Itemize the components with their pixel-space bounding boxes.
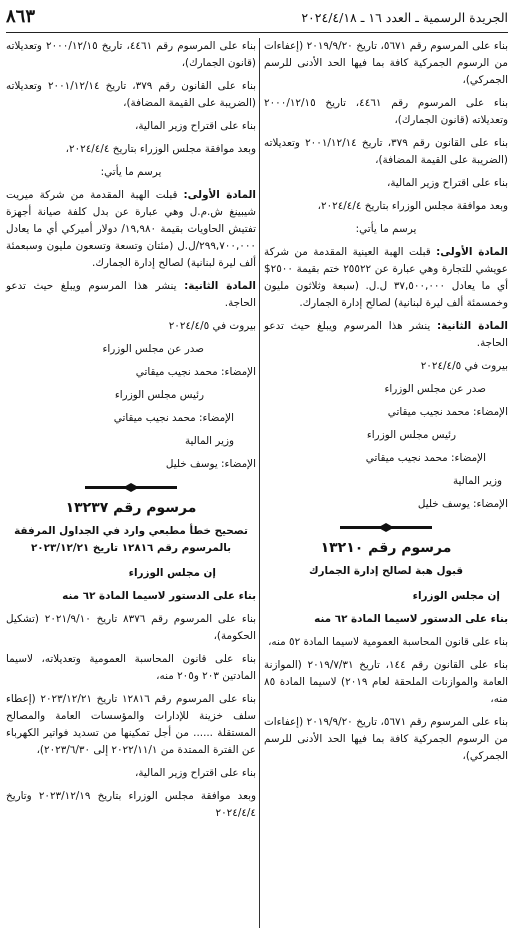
article-text: ينشر هذا المرسوم ويبلغ حيث تدعو الحاجة.	[264, 320, 508, 349]
paragraph: بناء على اقتراح وزير المالية،	[386, 177, 508, 189]
signature-line: الإمضاء: يوسف خليل	[417, 498, 508, 510]
left-column	[6, 38, 256, 828]
signature-line: صدر عن مجلس الوزراء	[384, 383, 486, 395]
paragraph: بناء على قانون المحاسبة العمومية لاسيما المادة ٥٢ منه،	[268, 636, 508, 648]
article-1	[264, 244, 508, 312]
decree-subtitle: قبول هبة لصالح إدارة الجمارك	[308, 565, 464, 577]
page-header	[6, 6, 508, 33]
section-separator	[340, 523, 432, 532]
paragraph: وبعد موافقة مجلس الوزراء بتاريخ ٢٠٢٤/٤/٤،	[317, 200, 508, 212]
article-text: قبلت الهبة العينية المقدمة من شركة عويشي للتجارة وهي عبارة عن ٢٥٥٢٢ ختم بقيمة ٢٥٠٠$ أي ما يعادل ٣٧,٥٠٠,٠٠٠ ل.ل. (سبعة وثلاثون مليون وخمسمئة ألف ليرة لبنانية) لصالح إدارة الجمارك.	[264, 246, 508, 309]
paragraph: بناء على المرسوم رقم ٨٣٧٦ تاريخ ٢٠٢١/٩/١٠ (تشكيل الحكومة)،	[6, 613, 257, 642]
article-1	[6, 187, 256, 272]
right-column	[264, 38, 508, 771]
page-number: ٨٦٣	[6, 6, 36, 27]
signature-line: وزير المالية	[452, 475, 502, 487]
place-date: بيروت في ٢٠٢٤/٤/٥	[168, 320, 256, 332]
article-text: ينشر هذا المرسوم ويبلغ حيث تدعو الحاجة.	[6, 280, 256, 309]
section-separator	[85, 483, 177, 492]
paragraph: بناء على القانون رقم ٣٧٩، تاريخ ٢٠٠١/١٢/١٤ وتعديلاته (الضريبة على القيمة المضافة)،	[264, 137, 509, 166]
article-label: المادة الثانية:	[436, 320, 508, 332]
signature-line: رئيس مجلس الوزراء	[114, 389, 204, 401]
paragraph: بناء على القانون رقم ٣٧٩، تاريخ ٢٠٠١/١٢/١٤ وتعديلاته (الضريبة على القيمة المضافة)،	[6, 80, 257, 109]
place-date: بيروت في ٢٠٢٤/٤/٥	[420, 360, 508, 372]
paragraph: يرسم ما يأتي:	[355, 223, 417, 235]
article-label: المادة الأولى:	[183, 189, 256, 201]
signature-line: الإمضاء: محمد نجيب ميقاتي	[365, 452, 486, 464]
article-label: المادة الثانية:	[184, 280, 256, 292]
signature-line: رئيس مجلس الوزراء	[366, 429, 456, 441]
signature-line: صدر عن مجلس الوزراء	[102, 343, 204, 355]
paragraph: بناء على المرسوم رقم ١٢٨١٦ تاريخ ٢٠٢٣/١٢/٢١ (إعطاء سلف خزينة للإدارات والمؤسسات العامة والمصالح المستقلة ...... من أجل تمكينها من تسديد فواتير الكهرباء عن الفترة الممتدة من ٢٠٢٢/١١/١ إلى ٢٠٢٣/٦/٣٠)،	[6, 693, 256, 756]
decree-subtitle: تصحيح خطأ مطبعي وارد في الجداول المرفقة بالمرسوم رقم ١٢٨١٦ تاريخ ٢٠٢٣/١٢/٢١	[14, 525, 248, 554]
column-divider	[259, 38, 260, 928]
paragraph: بناء على اقتراح وزير المالية،	[134, 120, 256, 132]
signature-line: الإمضاء: يوسف خليل	[165, 458, 256, 470]
paragraph: إن مجلس الوزراء	[128, 567, 216, 579]
paragraph: بناء على الدستور لاسيما المادة ٦٢ منه	[314, 613, 508, 625]
signature-line: الإمضاء: محمد نجيب ميقاتي	[135, 366, 256, 378]
paragraph: بناء على المرسوم رقم ٥٦٧١، تاريخ ٢٠١٩/٩/٢٠ (إعفاءات من الرسوم الجمركية كافة بما فيها الحد الأدنى للرسم الجمركي)،	[264, 40, 509, 86]
paragraph: بناء على قانون المحاسبة العمومية وتعديلاته، لاسيما المادتين ٢٠٣ و٢٠٥ منه،	[6, 653, 256, 682]
signature-line: الإمضاء: محمد نجيب ميقاتي	[113, 412, 234, 424]
paragraph: بناء على المرسوم رقم ٤٤٦١، تاريخ ٢٠٠٠/١٢/١٥ وتعديلاته (قانون الجمارك)،	[6, 40, 257, 69]
paragraph: وبعد موافقة مجلس الوزراء بتاريخ ٢٠٢٤/٤/٤،	[65, 143, 256, 155]
decree-title: مرسوم رقم ١٣٢١٠	[320, 540, 452, 556]
article-text: قبلت الهبة المقدمة من شركة ميريت شيبينغ ش.م.ل وهي عبارة عن بدل كلفة صيانة أجهزة تفتيش الحاويات بقيمة ١٩,٩٨٠/ دولار أميركي أي ما يعادل ٢٩٩,٧٠٠,٠٠٠/ل.ل (مئتان وتسعة وتسعون مليون وسبعمئة ألف ليرة لبنانية) لصالح إدارة الجمارك.	[6, 189, 256, 269]
signature-line: وزير المالية	[184, 435, 234, 447]
paragraph: بناء على اقتراح وزير المالية،	[134, 767, 256, 779]
paragraph: إن مجلس الوزراء	[412, 590, 500, 602]
signature-line: الإمضاء: محمد نجيب ميقاتي	[387, 406, 508, 418]
paragraph: بناء على الدستور لاسيما المادة ٦٢ منه	[62, 590, 256, 602]
decree-title: مرسوم رقم ١٣٢٣٧	[65, 500, 197, 516]
article-2	[264, 318, 508, 352]
paragraph: بناء على المرسوم رقم ٥٦٧١، تاريخ ٢٠١٩/٩/٢٠ (إعفاءات من الرسوم الجمركية كافة بما فيها الحد الأدنى للرسم الجمركي)،	[264, 716, 509, 762]
article-label: المادة الأولى:	[436, 246, 508, 258]
article-2	[6, 278, 256, 312]
paragraph: يرسم ما يأتي:	[100, 166, 162, 178]
paragraph: بناء على القانون رقم ١٤٤، تاريخ ٢٠١٩/٧/٣١ (الموازنة العامة والموازنات الملحقة لعام ٢٠١٩) لاسيما المادة ٨٥ منه،	[264, 659, 508, 705]
paragraph: وبعد موافقة مجلس الوزراء بتاريخ ٢٠٢٣/١٢/١٩ وتاريخ ٢٠٢٤/٤/٤	[6, 790, 256, 819]
journal-title: الجريدة الرسمية ـ العدد ١٦ ـ ٢٠٢٤/٤/١٨	[301, 10, 508, 25]
paragraph: بناء على المرسوم رقم ٤٤٦١، تاريخ ٢٠٠٠/١٢/١٥ وتعديلاته (قانون الجمارك)،	[264, 97, 508, 126]
